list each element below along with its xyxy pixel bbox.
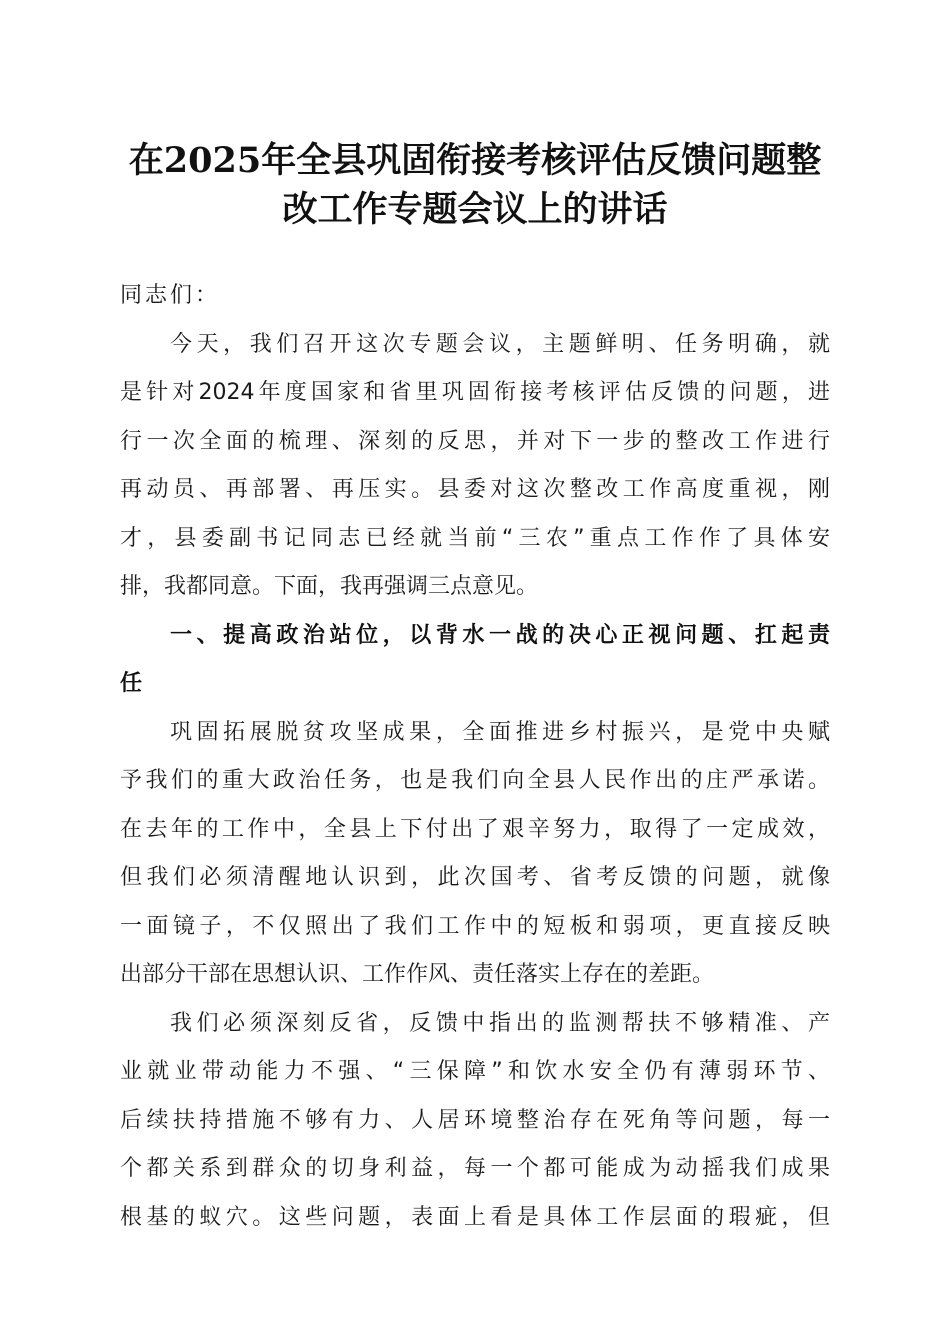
paragraph-line: 才，县委副书记同志已经就当前“三农”重点工作作了具体安 [120,525,830,551]
document-body [120,272,830,1242]
heading-line: 任 [120,671,143,696]
paragraph-line: 行一次全面的梳理、深刻的反思，并对下一步的整改工作进行 [120,428,830,454]
paragraph-line: 在去年的工作中，全县上下付出了艰辛努力，取得了一定成效， [120,816,830,842]
paragraph-opening [120,321,830,612]
paragraph-section1-a [120,709,830,1000]
paragraph-line: 个都关系到群众的切身利益，每一个都可能成为动摇我们成果 [120,1156,830,1181]
paragraph-line: 根基的蚁穴。这些问题，表面上看是具体工作层面的瑕疵，但 [120,1204,830,1230]
paragraph-line: 后续扶持措施不够有力、人居环境整治存在死角等问题，每一 [120,1107,830,1133]
heading-line: 一、提高政治站位，以背水一战的决心正视问题、扛起责 [170,622,830,648]
document-title [110,138,840,235]
paragraph-line: 予我们的重大政治任务，也是我们向全县人民作出的庄严承诺。 [120,768,830,793]
paragraph-line: 今天，我们召开这次专题会议，主题鲜明、任务明确，就 [170,331,830,357]
paragraph-line: 我们必须深刻反省，反馈中指出的监测帮扶不够精准、产 [170,1010,830,1036]
paragraph-line: 业就业带动能力不强、“三保障”和饮水安全仍有薄弱环节、 [120,1059,830,1084]
paragraph-line: 是针对2024年度国家和省里巩固衔接考核评估反馈的问题，进 [120,380,830,405]
salutation: 同志们： [120,283,221,308]
paragraph-line: 再动员、再部署、再压实。县委对这次整改工作高度重视，刚 [120,477,830,502]
paragraph-line: 排，我都同意。下面，我再强调三点意见。 [120,574,539,599]
section-heading-1 [120,612,830,709]
paragraph-line: 但我们必须清醒地认识到，此次国考、省考反馈的问题，就像 [120,865,830,890]
paragraph-line: 出部分干部在思想认识、工作作风、责任落实上存在的差距。 [120,962,715,987]
paragraph-line: 巩固拓展脱贫攻坚成果，全面推进乡村振兴，是党中央赋 [170,719,830,745]
paragraph-line: 一面镜子，不仅照出了我们工作中的短板和弱项，更直接反映 [120,913,830,939]
paragraph-section1-b [120,1000,830,1243]
title-line-1: 在2025年全县巩固衔接考核评估反馈问题整 [128,140,822,181]
title-line-2: 改工作专题会议上的讲话 [282,188,668,230]
